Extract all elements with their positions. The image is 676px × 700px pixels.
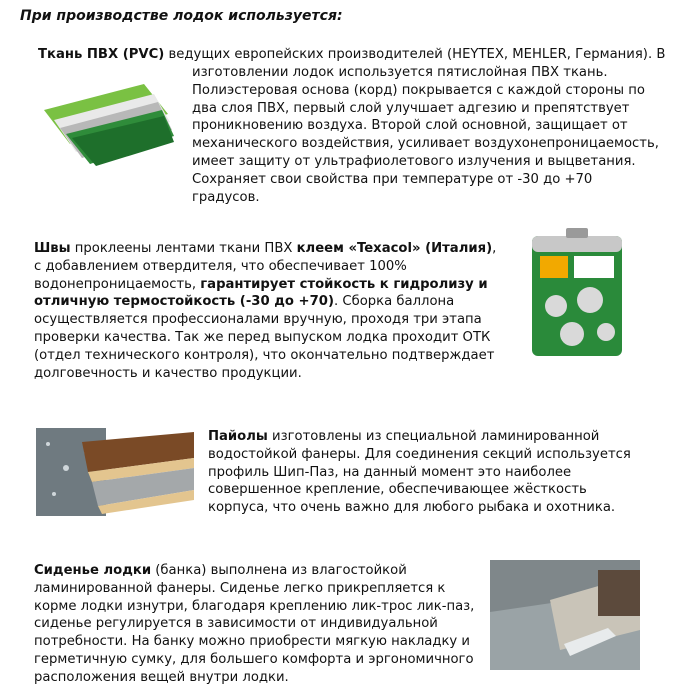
seat-paragraph (34, 562, 484, 687)
boat-seat-image (490, 560, 640, 670)
pvc-first-line (38, 46, 665, 64)
seams-paragraph (34, 240, 504, 382)
floorboards-text: изготовлены из специальной ламинированной водостойкой фанеры. Для соединения секций используется профиль Шип-Паз, на данный момент это наиболее совершенное крепление, обеспечивающее жёсткость корпуса, что очень важно для любого рыбака и охотника. (208, 429, 631, 516)
seams-guarantee: гарантирует стойкость к гидролизу и отличную термостойкость (-30 до +70) (34, 276, 488, 310)
seams-text-3: . Сборка баллона осуществляется профессионалами вручную, проходя три этапа проверки качества. Так же перед выпуском лодка проходит ОТК (отдел технического контроля), что окончательно подтверждает долговечность и качество продукции. (34, 294, 495, 381)
pvc-text-1: ведущих европейских производителей (HEYTEX, MEHLER, Германия). В (164, 47, 666, 62)
seams-text-2: , с добавлением отвердителя, что обеспечивает 100% водонепроницаемость, (34, 241, 497, 292)
seat-title: Сиденье лодки (34, 563, 152, 578)
glue-can-image (526, 226, 628, 360)
page-heading: При производстве лодок используется: (20, 8, 343, 24)
seams-glue: клеем «Texacol» (Италия) (296, 241, 493, 256)
seams-title: Швы (34, 241, 71, 256)
seams-text-1: проклеены лентами ткани ПВХ (70, 241, 297, 256)
floorboards-title: Пайолы (208, 429, 268, 444)
seat-text: (банка) выполнена из влагостойкой ламинированной фанеры. Сиденье легко прикрепляется к корме лодки изнутри, благодаря креплению лик-трос лик-паз, сиденье регулируется в зависимости от индивидуальной потребности. На банку можно приобрести мягкую накладку и герметичную сумку, для большего комфорта и эргономичного расположения вещей внутри лодки. (34, 563, 475, 685)
plywood-image (36, 428, 196, 516)
pvc-title: Ткань ПВХ (PVC) (38, 47, 165, 62)
pvc-fabric-image (36, 72, 176, 167)
pvc-description: изготовлении лодок используется пятислойная ПВХ ткань. Полиэстеровая основа (корд) покрывается с каждой стороны по два слоя ПВХ, первый слой улучшает адгезию и препятствует проникновению воздуха. Второй слой основной, защищает от механического воздействия, усиливает воздухонепроницаемость, имеет защиту от ультрафиолетового излучения и выцветания. Сохраняет свои свойства при температуре от -30 до +70 градусов. (192, 65, 659, 205)
floorboards-paragraph (208, 428, 648, 517)
